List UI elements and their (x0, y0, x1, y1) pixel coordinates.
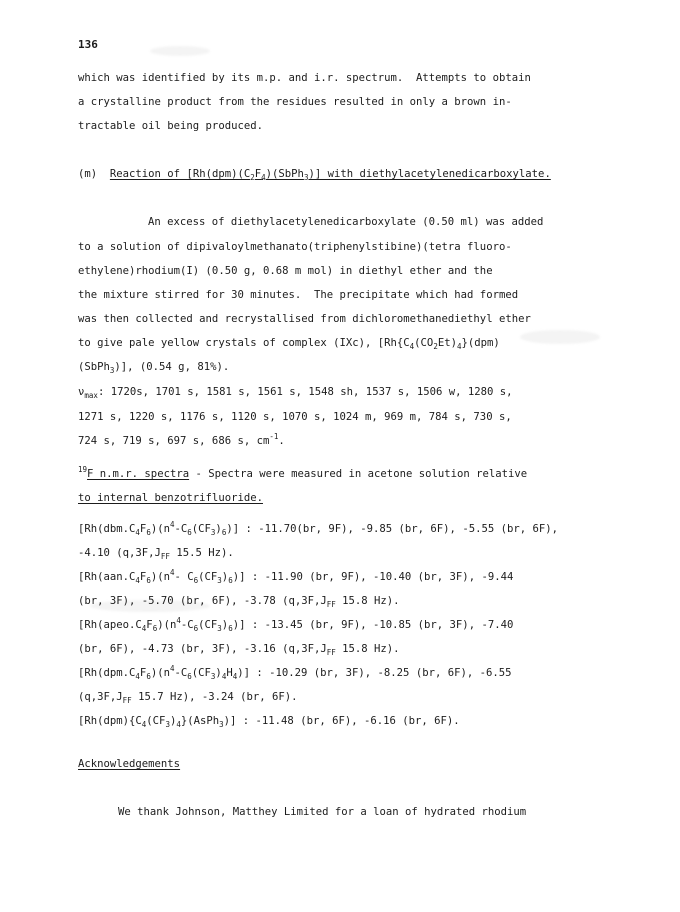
body-line: An excess of diethylacetylenedicarboxylate (0.50 ml) was added (148, 216, 544, 228)
page-number: 136 (78, 38, 98, 51)
intro-line: tractable oil being produced. (78, 120, 263, 132)
yield-line: (SbPh$_3$)], (0.54 g, 81%). (78, 361, 230, 375)
body-line: was then collected and recrystallised from dichloromethanediethyl ether (78, 313, 531, 325)
section-heading (78, 167, 551, 181)
nmr-intro: to internal benzotrifluoride. (78, 492, 263, 504)
nu-symbol: ν (78, 386, 85, 398)
intro-line: a crystalline product from the residues resulted in only a brown in- (78, 96, 512, 108)
ir-line: 1271 s, 1220 s, 1176 s, 1120 s, 1070 s, 1024 m, 969 m, 784 s, 730 s, (78, 411, 512, 423)
body-line: to a solution of dipivaloylmethanato(triphenylstibine)(tetra fluoro- (78, 241, 512, 253)
nmr-entry-line: (br, 3F), -5.70 (br, 6F), -3.78 ($q,3F,J_{FF}$ 15.8 Hz). (78, 595, 400, 609)
nmr-entry-line: $[Rh(dpm)\{C_4(CF_3)_4\}(AsPh_3)]$ : -11.48 (br, 6F), -6.16 (br, 6F). (78, 715, 460, 729)
complex-line: to give pale yellow crystals of complex (IXc), [$Rh\{C_4(CO_2Et)_4\}(dpm)$ (78, 337, 500, 351)
nmr-entry-line: [$Rh(aan.C_4F_6)(n^4-$ $C_6(CF_3)_6$)] : -11.90 (br, 9F), -10.40 (br, 3F), -9.44 (78, 568, 514, 585)
nmr-title: F n.m.r. spectra (87, 468, 190, 480)
nmr-entry-line: (br, 6F), -4.73 (br, 3F), -3.16 ($q,3F,J_{FF}$ 15.8 Hz). (78, 643, 400, 657)
section-label: (m) (78, 168, 98, 180)
nmr-entry-line: $[Rh(dbm.C_4F_6)(n^4-C_6(CF_3)_6)]$ : -11.70(br, 9F), -9.85 (br, 6F), -5.55 (br, 6F), (78, 520, 558, 537)
intro-line: which was identified by its m.p. and i.r. spectrum. Attempts to obtain (78, 72, 531, 84)
nmr-entry-line: $[Rh(apeo.C_4F_6)(n^4-C_6(CF_3)_6)]$ : -13.45 (br, 9F), -10.85 (br, 3F), -7.40 (78, 616, 514, 633)
scan-speck (520, 330, 600, 344)
nmr-entry-line: ($q,3F,J_{FF}$ 15.7 Hz), -3.24 (br, 6F). (78, 691, 298, 705)
body-line: ethylene)rhodium(I) (0.50 g, 0.68 m mol) in diethyl ether and the (78, 265, 493, 277)
nmr-entry-line: -4.10 ($q,3F,J_{FF}$ 15.5 Hz). (78, 547, 234, 561)
body-line: the mixture stirred for 30 minutes. The precipitate which had formed (78, 289, 519, 301)
section-title: Reaction of $[Rh(dpm)(C_2F_4)(SbPh_3)]$ with diethylacetylenedicarboxylate. (109, 168, 551, 182)
acknowledgements-text: We thank Johnson, Matthey Limited for a loan of hydrated rhodium (118, 806, 527, 818)
ir-line: $\nu_{max}$: 1720s, 1701 s, 1581 s, 1561 s, 1548 sh, 1537 s, 1506 w, 1280 s, (78, 386, 513, 400)
acknowledgements-heading: Acknowledgements (78, 758, 181, 770)
nmr-heading: $^{19}$F n.m.r. spectra - Spectra were measured in acetone solution relative (78, 465, 528, 480)
scan-speck (150, 46, 210, 56)
ir-line: 724 s, 719 s, 697 s, 686 s, $cm^{-1}$. (78, 432, 285, 447)
nmr-entry-line: $[Rh(dpm.C_4F_6)(n^4-C_6(CF_3)_4H_4)]$ : -10.29 (br, 3F), -8.25 (br, 6F), -6.55 (78, 664, 512, 681)
